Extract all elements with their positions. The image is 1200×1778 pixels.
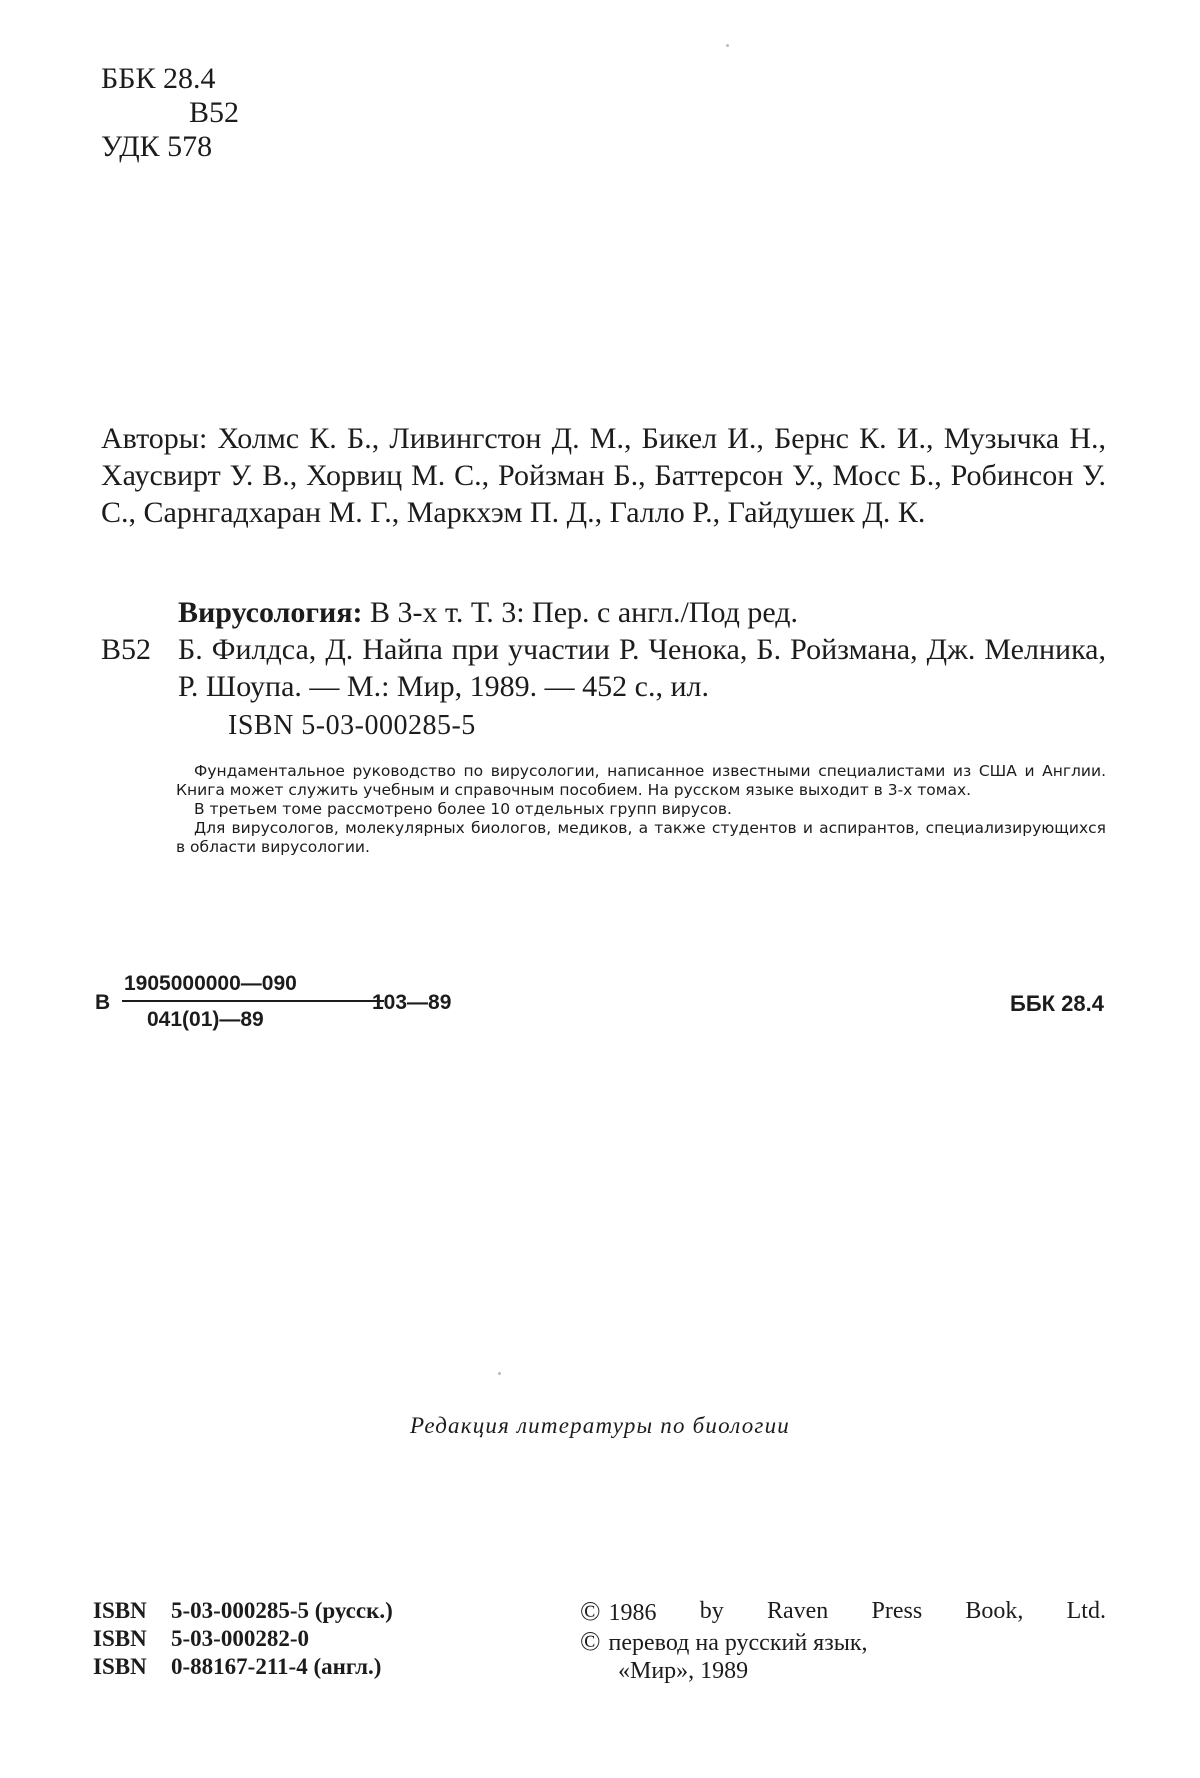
- authors-list: Авторы: Холмс К. Б., Ливингстон Д. М., Бикел И., Бернс К. И., Музычка Н., Хаусвирт У. В., Хорвиц М. С., Ройзман Б., Баттерсон У., Мосс Б., Робинсон У. С., Сарнгадхаран М. Г., Маркхэм П. Д., Галло Р., Гайдушек Д. К.: [101, 422, 1106, 529]
- bbk-code: ББК 28.4: [101, 62, 216, 95]
- copyright-line: © 1986 by Raven Press Book, Ltd.: [580, 1596, 1106, 1626]
- author-mark: В52: [189, 96, 240, 129]
- copyright-icon: ©: [580, 1596, 601, 1626]
- fraction-line: [122, 1000, 384, 1002]
- formula-numerator: 1905000000—090: [124, 972, 297, 995]
- copyright-line: © перевод на русский язык,: [580, 1626, 868, 1656]
- annotation-paragraph: В третьем томе рассмотрено более 10 отдельных групп вирусов.: [194, 800, 732, 818]
- scan-speck: [726, 44, 729, 47]
- annotation-paragraph: Фундаментальное руководство по вирусологии, написанное известными специалистами из США и Англии. Книга может служить учебным и справочным пособием. На русском языке выходит в 3-х томах.: [176, 762, 1106, 799]
- isbn-row: ISBN 0-88167-211-4 (англ.): [93, 1654, 382, 1679]
- isbn-list: [93, 1597, 393, 1681]
- isbn-row: ISBN 5-03-000285-5 (русск.): [93, 1598, 393, 1623]
- copyright-block: [580, 1597, 1106, 1685]
- copyright-line: «Мир», 1989: [618, 1658, 749, 1684]
- udk-code: УДК 578: [101, 130, 213, 163]
- scan-speck: [498, 1372, 501, 1375]
- isbn-main: ISBN 5-03-000285-5: [228, 710, 476, 741]
- editors-publisher: Б. Филдса, Д. Найпа при участии Р. Ченока, Б. Ройзмана, Дж. Мелника, Р. Шоупа. — М.: Мир, 1989. — 452 с., ил.: [178, 633, 1106, 703]
- formula-denominator: 041(01)—89: [147, 1008, 264, 1031]
- biblio-author-mark: В52: [101, 633, 152, 666]
- formula-letter: В: [95, 991, 111, 1014]
- editorial-office: Редакция литературы по биологии: [409, 1413, 791, 1438]
- bibliographic-record: [101, 594, 1106, 705]
- bbk-code-right: ББК 28.4: [1010, 991, 1104, 1016]
- annotation-paragraph: Для вирусологов, молекулярных биологов, медиков, а также студентов и аспирантов, специализирующихся в области вирусологии.: [176, 819, 1106, 856]
- classification-block: [101, 62, 239, 164]
- book-title: Вирусология:: [178, 596, 363, 629]
- formula-tail: 103—89: [372, 991, 452, 1014]
- volume-info: В 3-х т. Т. 3: Пер. с англ./Под ред.: [362, 596, 799, 629]
- annotation: [176, 762, 1106, 857]
- isbn-row: ISBN 5-03-000282-0: [93, 1626, 309, 1651]
- index-formula: [95, 972, 495, 1042]
- copyright-icon: ©: [580, 1626, 601, 1656]
